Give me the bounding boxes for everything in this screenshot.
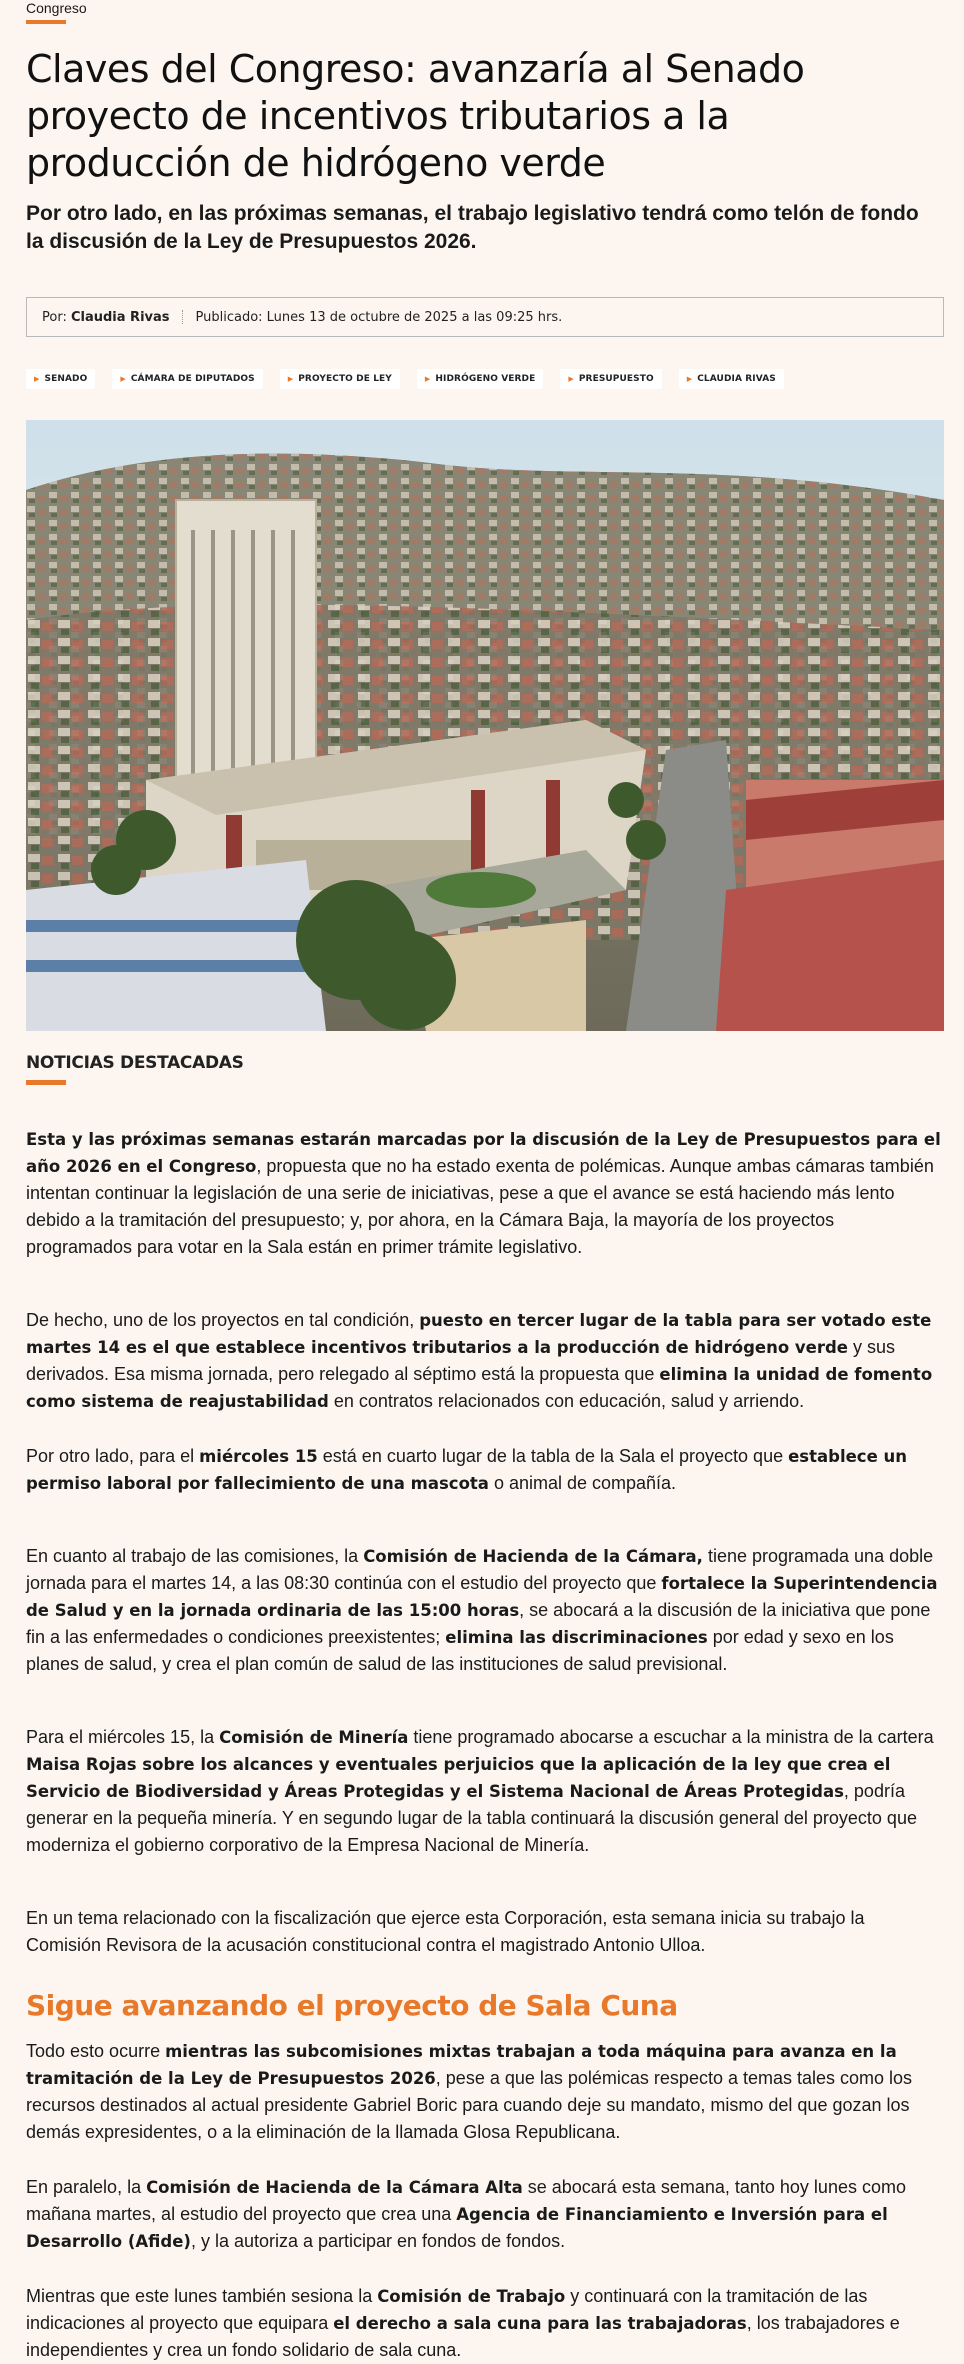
text: Por otro lado, para el bbox=[26, 1446, 200, 1466]
article-paragraph bbox=[26, 1724, 944, 1859]
article-paragraph bbox=[26, 1443, 944, 1497]
article-body bbox=[26, 1126, 944, 2364]
article-paragraph bbox=[26, 1543, 944, 1678]
bold-text: elimina la unidad de fomento como sistema de reajustabilidad bbox=[26, 1365, 933, 1411]
congress-city-photo bbox=[26, 420, 944, 1031]
text: tiene programada una doble jornada para el martes 14, a las 08:30 continúa con el estudio del proyecto que bbox=[26, 1546, 934, 1593]
text: en contratos relacionados con educación, salud y arriendo. bbox=[328, 1391, 805, 1411]
tag-hidrogeno-verde[interactable]: ▶ HIDRÓGENO VERDE bbox=[417, 369, 543, 389]
text: , podría generar en la pequeña minería. Y en segundo lugar de la tabla continuará la discusión general del proyecto que moderniza el gobierno corporativo de la Empresa Nacional de Minería. bbox=[26, 1781, 917, 1855]
tag-presupuesto[interactable]: ▶ PRESUPUESTO bbox=[560, 369, 661, 389]
bold-text: Comisión de Trabajo bbox=[377, 2287, 566, 2306]
article-paragraph bbox=[26, 1307, 944, 1415]
text: En paralelo, la bbox=[26, 2177, 147, 2197]
author-prefix: Por: bbox=[42, 309, 67, 325]
tag-arrow-icon: ▶ bbox=[424, 375, 431, 383]
tag-arrow-icon: ▶ bbox=[34, 375, 40, 383]
text: Para el miércoles 15, la bbox=[26, 1727, 220, 1747]
text: , y la autoriza a participar en fondos de fondos. bbox=[190, 2231, 566, 2251]
text: está en cuarto lugar de la tabla de la Sala el proyecto que bbox=[317, 1446, 789, 1466]
featured-news-heading: NOTICIAS DESTACADAS bbox=[26, 1053, 244, 1073]
tag-claudia-rivas[interactable]: ▶ CLAUDIA RIVAS bbox=[679, 369, 784, 389]
tag-arrow-icon: ▶ bbox=[120, 375, 126, 383]
tag-arrow-icon: ▶ bbox=[287, 375, 294, 383]
text: y sus derivados. Esa misma jornada, pero relegado al séptimo está la propuesta que bbox=[26, 1337, 895, 1384]
article-paragraph bbox=[26, 2038, 944, 2146]
bold-text: elimina las discriminaciones bbox=[445, 1628, 708, 1647]
author-name[interactable]: Claudia Rivas bbox=[70, 309, 170, 325]
text: , propuesta que no ha estado exenta de polémicas. Aunque ambas cámaras también intentan continuar la legislación de una serie de iniciativas, pese a que el avance se está haciendo más lento debido a la tramitación del presupuesto; y, por ahora, en la Cámara Baja, la mayoría de los proyectos programados para votar en la Sala están en primer trámite legislativo. bbox=[26, 1156, 934, 1257]
article-paragraph bbox=[26, 1126, 944, 1261]
article-title: Claves del Congreso: avanzaría al Senado proyecto de incentivos tributarios a la producción de hidrógeno verde bbox=[26, 47, 805, 185]
tag-arrow-icon: ▶ bbox=[686, 375, 693, 383]
section-link[interactable]: Congreso bbox=[26, 0, 87, 16]
text: por edad y sexo en los planes de salud, y crea el plan común de salud de las instituciones de salud previsional. bbox=[26, 1627, 894, 1674]
publish-date: Publicado: Lunes 13 de octubre de 2025 a las 09:25 hrs. bbox=[195, 309, 563, 325]
article-paragraph bbox=[26, 2283, 944, 2364]
bold-text: el derecho a sala cuna para las trabajadoras bbox=[333, 2314, 747, 2333]
bold-text: establece un permiso laboral por fallecimiento de una mascota bbox=[26, 1447, 907, 1493]
bold-text: Comisión de Hacienda de la Cámara, bbox=[363, 1547, 703, 1566]
text: tiene programado abocarse a escuchar a la ministra de la cartera bbox=[408, 1727, 934, 1747]
text: Todo esto ocurre bbox=[26, 2041, 166, 2061]
text: y continuará con la tramitación de las indicaciones al proyecto que equipara bbox=[26, 2286, 868, 2333]
bold-text: Comisión de Minería bbox=[219, 1728, 409, 1747]
tag-proyecto-de-ley[interactable]: ▶ PROYECTO DE LEY bbox=[280, 369, 400, 389]
text: o animal de compañía. bbox=[488, 1473, 677, 1493]
text: se abocará esta semana, tanto hoy lunes como mañana martes, al estudio del proyecto que crea una bbox=[26, 2177, 906, 2224]
byline-box bbox=[26, 297, 944, 337]
article-paragraph bbox=[26, 2174, 944, 2255]
article-subtitle: Por otro lado, en las próximas semanas, el trabajo legislativo tendrá como telón de fondo la discusión de la Ley de Presupuestos 2026. bbox=[26, 202, 919, 253]
bold-text: miércoles 15 bbox=[199, 1447, 318, 1466]
tag-senado[interactable]: ▶ SENADO bbox=[26, 369, 95, 389]
text: De hecho, uno de los proyectos en tal condición, bbox=[26, 1310, 420, 1330]
text: , los trabajadores e independientes y crea un fondo solidario de sala cuna. bbox=[26, 2313, 900, 2360]
section-subheading: Sigue avanzando el proyecto de Sala Cuna bbox=[26, 1989, 678, 2022]
text: , se abocará a la discusión de la iniciativa que pone fin a las enfermedades o condiciones preexistentes; bbox=[26, 1600, 931, 1647]
hero-image bbox=[26, 420, 944, 1031]
tag-camara-de-diputados[interactable]: ▶ CÁMARA DE DIPUTADOS bbox=[112, 369, 262, 389]
bold-text: fortalece la Superintendencia de Salud y en la jornada ordinaria de las 15:00 horas bbox=[26, 1574, 938, 1620]
text: Mientras que este lunes también sesiona la bbox=[26, 2286, 378, 2306]
tag-list bbox=[26, 369, 784, 389]
bold-text: Maisa Rojas sobre los alcances y eventuales perjuicios que la aplicación de la ley que crea el Servicio de Biodiversidad y Áreas Protegidas y el Sistema Nacional de Áreas Protegidas bbox=[26, 1755, 891, 1801]
bold-text: mientras las subcomisiones mixtas trabajan a toda máquina para avanza en la tramitación de la Ley de Presupuestos 2026 bbox=[26, 2042, 897, 2088]
text: , pese a que las polémicas respecto a temas tales como los recursos destinados al actual presidente Gabriel Boric para cuando deje su mandato, mismo del que gozan los demás expresidentes, o a la eliminación de la llamada Glosa Republicana. bbox=[26, 2068, 913, 2142]
bold-text: puesto en tercer lugar de la tabla para ser votado este martes 14 es el que establece incentivos tributarios a la producción de hidrógeno verde bbox=[26, 1311, 932, 1357]
text: En cuanto al trabajo de las comisiones, la bbox=[26, 1546, 364, 1566]
article-paragraph bbox=[26, 1905, 944, 1959]
bold-text: Agencia de Financiamiento e Inversión para el Desarrollo (Afide) bbox=[26, 2205, 888, 2251]
bold-text: Esta y las próximas semanas estarán marcadas por la discusión de la Ley de Presupuestos para el año 2026 en el Congreso bbox=[26, 1130, 941, 1176]
featured-underline bbox=[26, 1080, 66, 1085]
byline-separator bbox=[182, 310, 184, 324]
tag-arrow-icon: ▶ bbox=[568, 375, 574, 383]
text: En un tema relacionado con la fiscalización que ejerce esta Corporación, esta semana inicia su trabajo la Comisión Revisora de la acusación constitucional contra el magistrado Antonio Ulloa. bbox=[26, 1908, 865, 1955]
section-underline bbox=[26, 20, 66, 24]
bold-text: Comisión de Hacienda de la Cámara Alta bbox=[146, 2178, 523, 2197]
